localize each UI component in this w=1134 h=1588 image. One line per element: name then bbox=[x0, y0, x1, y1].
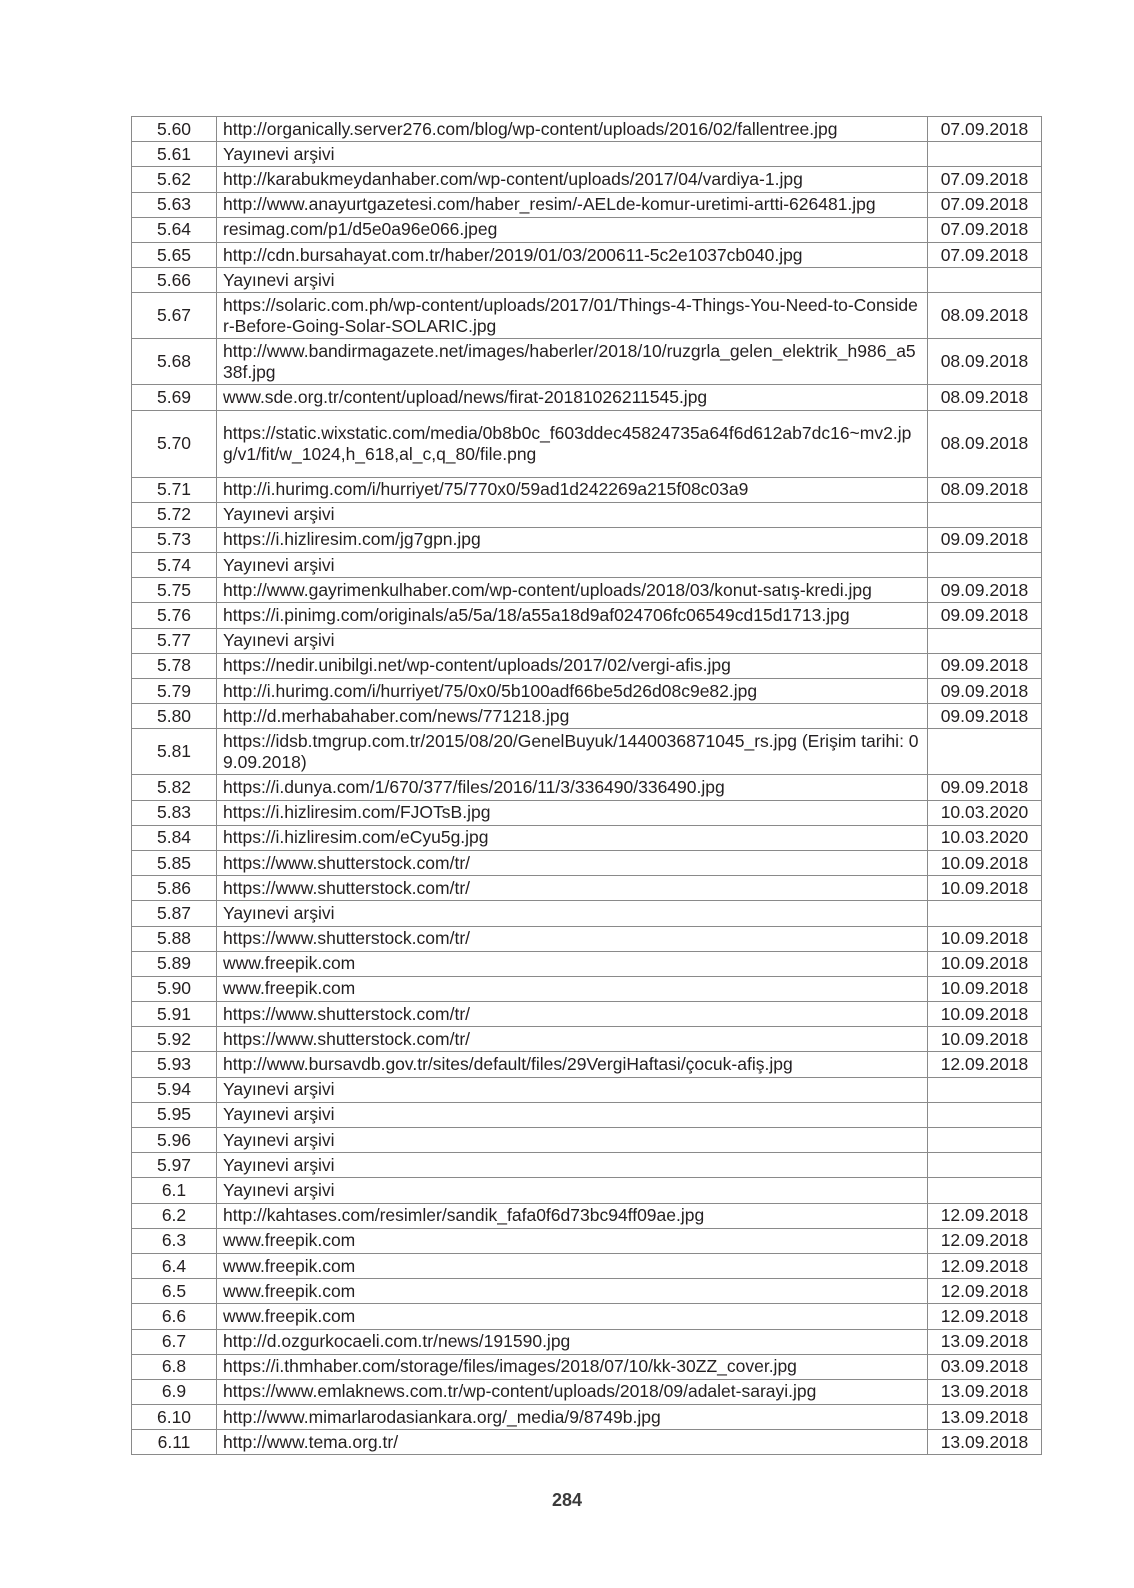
figure-number: 5.90 bbox=[132, 976, 217, 1001]
source-url: www.freepik.com bbox=[217, 1228, 928, 1253]
access-date: 13.09.2018 bbox=[928, 1379, 1042, 1404]
figure-number: 5.69 bbox=[132, 385, 217, 410]
source-url: Yayınevi arşivi bbox=[217, 268, 928, 293]
figure-number: 5.67 bbox=[132, 293, 217, 339]
table-row bbox=[132, 1002, 1042, 1027]
table-row bbox=[132, 1304, 1042, 1329]
table-row bbox=[132, 704, 1042, 729]
access-date bbox=[928, 502, 1042, 527]
table-row bbox=[132, 1430, 1042, 1455]
figure-number: 5.92 bbox=[132, 1027, 217, 1052]
access-date: 03.09.2018 bbox=[928, 1354, 1042, 1379]
figure-number: 5.97 bbox=[132, 1153, 217, 1178]
table-row bbox=[132, 217, 1042, 242]
source-url: https://www.shutterstock.com/tr/ bbox=[217, 1027, 928, 1052]
access-date: 10.09.2018 bbox=[928, 926, 1042, 951]
figure-number: 5.96 bbox=[132, 1128, 217, 1153]
table-row bbox=[132, 679, 1042, 704]
access-date bbox=[928, 142, 1042, 167]
table-row bbox=[132, 477, 1042, 502]
source-url: Yayınevi arşivi bbox=[217, 628, 928, 653]
figure-number: 6.4 bbox=[132, 1253, 217, 1278]
table-row bbox=[132, 268, 1042, 293]
figure-number: 5.88 bbox=[132, 926, 217, 951]
source-url: www.freepik.com bbox=[217, 1304, 928, 1329]
table-row bbox=[132, 1077, 1042, 1102]
figure-number: 5.81 bbox=[132, 729, 217, 775]
source-url: https://solaric.com.ph/wp-content/uploads/2017/01/Things-4-Things-You-Need-to-Consider-Before-Going-Solar-SOLARIC.jpg bbox=[217, 293, 928, 339]
access-date: 09.09.2018 bbox=[928, 704, 1042, 729]
table-row bbox=[132, 1102, 1042, 1127]
access-date bbox=[928, 729, 1042, 775]
figure-number: 6.7 bbox=[132, 1329, 217, 1354]
access-date bbox=[928, 1102, 1042, 1127]
table-row bbox=[132, 653, 1042, 678]
table-row bbox=[132, 1329, 1042, 1354]
access-date bbox=[928, 901, 1042, 926]
access-date: 10.09.2018 bbox=[928, 1002, 1042, 1027]
source-url: https://i.hizliresim.com/eCyu5g.jpg bbox=[217, 825, 928, 850]
source-url: www.sde.org.tr/content/upload/news/firat-20181026211545.jpg bbox=[217, 385, 928, 410]
source-url: http://d.ozgurkocaeli.com.tr/news/191590.jpg bbox=[217, 1329, 928, 1354]
access-date: 09.09.2018 bbox=[928, 527, 1042, 552]
table-row bbox=[132, 1354, 1042, 1379]
figure-number: 6.1 bbox=[132, 1178, 217, 1203]
figure-number: 5.76 bbox=[132, 603, 217, 628]
access-date: 07.09.2018 bbox=[928, 217, 1042, 242]
figure-number: 5.77 bbox=[132, 628, 217, 653]
source-url: http://www.anayurtgazetesi.com/haber_resim/-AELde-komur-uretimi-artti-626481.jpg bbox=[217, 192, 928, 217]
source-url: Yayınevi arşivi bbox=[217, 1178, 928, 1203]
figure-number: 5.71 bbox=[132, 477, 217, 502]
table-row bbox=[132, 1228, 1042, 1253]
table-row bbox=[132, 1027, 1042, 1052]
figure-number: 5.85 bbox=[132, 850, 217, 875]
source-url: https://i.pinimg.com/originals/a5/5a/18/a55a18d9af024706fc06549cd15d1713.jpg bbox=[217, 603, 928, 628]
figure-number: 6.3 bbox=[132, 1228, 217, 1253]
access-date: 09.09.2018 bbox=[928, 603, 1042, 628]
table-row bbox=[132, 825, 1042, 850]
table-row bbox=[132, 1203, 1042, 1228]
access-date: 10.03.2020 bbox=[928, 825, 1042, 850]
table-row bbox=[132, 926, 1042, 951]
access-date: 08.09.2018 bbox=[928, 293, 1042, 339]
access-date: 10.09.2018 bbox=[928, 951, 1042, 976]
figure-number: 5.80 bbox=[132, 704, 217, 729]
access-date: 12.09.2018 bbox=[928, 1203, 1042, 1228]
access-date: 09.09.2018 bbox=[928, 775, 1042, 800]
access-date: 07.09.2018 bbox=[928, 242, 1042, 267]
table-row bbox=[132, 901, 1042, 926]
access-date: 10.03.2020 bbox=[928, 800, 1042, 825]
figure-number: 6.11 bbox=[132, 1430, 217, 1455]
table-row bbox=[132, 775, 1042, 800]
figure-number: 6.5 bbox=[132, 1279, 217, 1304]
source-url: http://i.hurimg.com/i/hurriyet/75/0x0/5b100adf66be5d26d08c9e82.jpg bbox=[217, 679, 928, 704]
source-url: https://i.hizliresim.com/FJOTsB.jpg bbox=[217, 800, 928, 825]
figure-number: 5.82 bbox=[132, 775, 217, 800]
figure-number: 5.72 bbox=[132, 502, 217, 527]
access-date: 12.09.2018 bbox=[928, 1279, 1042, 1304]
figure-number: 5.93 bbox=[132, 1052, 217, 1077]
access-date bbox=[928, 1077, 1042, 1102]
figure-number: 5.63 bbox=[132, 192, 217, 217]
access-date: 12.09.2018 bbox=[928, 1304, 1042, 1329]
figure-number: 5.89 bbox=[132, 951, 217, 976]
source-url: Yayınevi arşivi bbox=[217, 1128, 928, 1153]
table-row bbox=[132, 976, 1042, 1001]
source-url: Yayınevi arşivi bbox=[217, 1077, 928, 1102]
source-url: https://www.shutterstock.com/tr/ bbox=[217, 1002, 928, 1027]
figure-number: 5.84 bbox=[132, 825, 217, 850]
access-date: 08.09.2018 bbox=[928, 385, 1042, 410]
source-url: https://www.shutterstock.com/tr/ bbox=[217, 926, 928, 951]
source-url: https://i.hizliresim.com/jg7gpn.jpg bbox=[217, 527, 928, 552]
figure-number: 6.8 bbox=[132, 1354, 217, 1379]
access-date: 08.09.2018 bbox=[928, 410, 1042, 477]
table-row bbox=[132, 192, 1042, 217]
table-row bbox=[132, 1128, 1042, 1153]
figure-number: 5.74 bbox=[132, 553, 217, 578]
access-date: 12.09.2018 bbox=[928, 1052, 1042, 1077]
table-row bbox=[132, 1379, 1042, 1404]
source-url: http://www.tema.org.tr/ bbox=[217, 1430, 928, 1455]
access-date: 07.09.2018 bbox=[928, 117, 1042, 142]
access-date bbox=[928, 628, 1042, 653]
table-row bbox=[132, 167, 1042, 192]
table-row bbox=[132, 1253, 1042, 1278]
source-url: http://www.bursavdb.gov.tr/sites/default/files/29VergiHaftasi/çocuk-afiş.jpg bbox=[217, 1052, 928, 1077]
source-url: Yayınevi arşivi bbox=[217, 502, 928, 527]
source-url: http://karabukmeydanhaber.com/wp-content/uploads/2017/04/vardiya-1.jpg bbox=[217, 167, 928, 192]
image-source-table bbox=[131, 116, 1042, 1455]
figure-number: 5.95 bbox=[132, 1102, 217, 1127]
access-date: 13.09.2018 bbox=[928, 1405, 1042, 1430]
table-row bbox=[132, 1178, 1042, 1203]
page-number: 284 bbox=[551, 1490, 583, 1510]
figure-number: 5.70 bbox=[132, 410, 217, 477]
access-date bbox=[928, 553, 1042, 578]
table-row bbox=[132, 410, 1042, 477]
table-row bbox=[132, 628, 1042, 653]
source-url: Yayınevi arşivi bbox=[217, 901, 928, 926]
access-date: 10.09.2018 bbox=[928, 976, 1042, 1001]
figure-number: 5.83 bbox=[132, 800, 217, 825]
table-row bbox=[132, 729, 1042, 775]
access-date: 12.09.2018 bbox=[928, 1228, 1042, 1253]
source-url: https://nedir.unibilgi.net/wp-content/uploads/2017/02/vergi-afis.jpg bbox=[217, 653, 928, 678]
figure-number: 5.91 bbox=[132, 1002, 217, 1027]
source-url: Yayınevi arşivi bbox=[217, 553, 928, 578]
table-row bbox=[132, 1153, 1042, 1178]
source-url: https://www.emlaknews.com.tr/wp-content/uploads/2018/09/adalet-sarayi.jpg bbox=[217, 1379, 928, 1404]
table-row bbox=[132, 527, 1042, 552]
figure-number: 5.87 bbox=[132, 901, 217, 926]
table-row bbox=[132, 142, 1042, 167]
source-url: www.freepik.com bbox=[217, 976, 928, 1001]
table-row bbox=[132, 502, 1042, 527]
table-row bbox=[132, 385, 1042, 410]
source-url: https://idsb.tmgrup.com.tr/2015/08/20/GenelBuyuk/1440036871045_rs.jpg (Erişim tarihi: 09.09.2018) bbox=[217, 729, 928, 775]
source-url: http://www.bandirmagazete.net/images/haberler/2018/10/ruzgrla_gelen_elektrik_h986_a538f.jpg bbox=[217, 339, 928, 385]
source-url: http://d.merhabahaber.com/news/771218.jpg bbox=[217, 704, 928, 729]
access-date: 09.09.2018 bbox=[928, 679, 1042, 704]
table-row bbox=[132, 1405, 1042, 1430]
access-date: 08.09.2018 bbox=[928, 477, 1042, 502]
access-date: 13.09.2018 bbox=[928, 1430, 1042, 1455]
table-row bbox=[132, 1279, 1042, 1304]
source-url: Yayınevi arşivi bbox=[217, 142, 928, 167]
table-row bbox=[132, 339, 1042, 385]
figure-number: 5.65 bbox=[132, 242, 217, 267]
figure-number: 5.73 bbox=[132, 527, 217, 552]
figure-number: 5.68 bbox=[132, 339, 217, 385]
source-url: www.freepik.com bbox=[217, 1279, 928, 1304]
source-url: Yayınevi arşivi bbox=[217, 1153, 928, 1178]
access-date: 10.09.2018 bbox=[928, 876, 1042, 901]
figure-number: 5.86 bbox=[132, 876, 217, 901]
figure-number: 6.6 bbox=[132, 1304, 217, 1329]
access-date: 07.09.2018 bbox=[928, 167, 1042, 192]
source-url: Yayınevi arşivi bbox=[217, 1102, 928, 1127]
figure-number: 5.62 bbox=[132, 167, 217, 192]
figure-number: 5.75 bbox=[132, 578, 217, 603]
table-row bbox=[132, 850, 1042, 875]
source-url: http://www.mimarlarodasiankara.org/_media/9/8749b.jpg bbox=[217, 1405, 928, 1430]
access-date: 08.09.2018 bbox=[928, 339, 1042, 385]
figure-number: 5.64 bbox=[132, 217, 217, 242]
table-row bbox=[132, 117, 1042, 142]
source-url: http://organically.server276.com/blog/wp-content/uploads/2016/02/fallentree.jpg bbox=[217, 117, 928, 142]
source-url: www.freepik.com bbox=[217, 1253, 928, 1278]
access-date bbox=[928, 1178, 1042, 1203]
figure-number: 6.9 bbox=[132, 1379, 217, 1404]
figure-number: 5.78 bbox=[132, 653, 217, 678]
figure-number: 5.60 bbox=[132, 117, 217, 142]
access-date bbox=[928, 268, 1042, 293]
table-row bbox=[132, 800, 1042, 825]
figure-number: 6.2 bbox=[132, 1203, 217, 1228]
access-date bbox=[928, 1128, 1042, 1153]
source-url: http://i.hurimg.com/i/hurriyet/75/770x0/59ad1d242269a215f08c03a9 bbox=[217, 477, 928, 502]
access-date: 10.09.2018 bbox=[928, 1027, 1042, 1052]
source-url: https://www.shutterstock.com/tr/ bbox=[217, 876, 928, 901]
source-url: www.freepik.com bbox=[217, 951, 928, 976]
table-row bbox=[132, 1052, 1042, 1077]
access-date: 13.09.2018 bbox=[928, 1329, 1042, 1354]
access-date: 09.09.2018 bbox=[928, 578, 1042, 603]
figure-number: 6.10 bbox=[132, 1405, 217, 1430]
access-date bbox=[928, 1153, 1042, 1178]
access-date: 12.09.2018 bbox=[928, 1253, 1042, 1278]
figure-number: 5.94 bbox=[132, 1077, 217, 1102]
figure-number: 5.66 bbox=[132, 268, 217, 293]
source-url: resimag.com/p1/d5e0a96e066.jpeg bbox=[217, 217, 928, 242]
source-url: https://static.wixstatic.com/media/0b8b0c_f603ddec45824735a64f6d612ab7dc16~mv2.jpg/v1/fit/w_1024,h_618,al_c,q_80/file.png bbox=[217, 410, 928, 477]
access-date: 09.09.2018 bbox=[928, 653, 1042, 678]
table-row bbox=[132, 951, 1042, 976]
table-row bbox=[132, 553, 1042, 578]
table-row bbox=[132, 603, 1042, 628]
access-date: 07.09.2018 bbox=[928, 192, 1042, 217]
table-row bbox=[132, 876, 1042, 901]
source-url: http://www.gayrimenkulhaber.com/wp-content/uploads/2018/03/konut-satış-kredi.jpg bbox=[217, 578, 928, 603]
figure-number: 5.79 bbox=[132, 679, 217, 704]
source-url: http://kahtases.com/resimler/sandik_fafa0f6d73bc94ff09ae.jpg bbox=[217, 1203, 928, 1228]
table-row bbox=[132, 242, 1042, 267]
source-url: https://i.thmhaber.com/storage/files/images/2018/07/10/kk-30ZZ_cover.jpg bbox=[217, 1354, 928, 1379]
table-row bbox=[132, 578, 1042, 603]
source-url: https://i.dunya.com/1/670/377/files/2016/11/3/336490/336490.jpg bbox=[217, 775, 928, 800]
source-url: http://cdn.bursahayat.com.tr/haber/2019/01/03/200611-5c2e1037cb040.jpg bbox=[217, 242, 928, 267]
access-date: 10.09.2018 bbox=[928, 850, 1042, 875]
source-url: https://www.shutterstock.com/tr/ bbox=[217, 850, 928, 875]
figure-number: 5.61 bbox=[132, 142, 217, 167]
table-row bbox=[132, 293, 1042, 339]
